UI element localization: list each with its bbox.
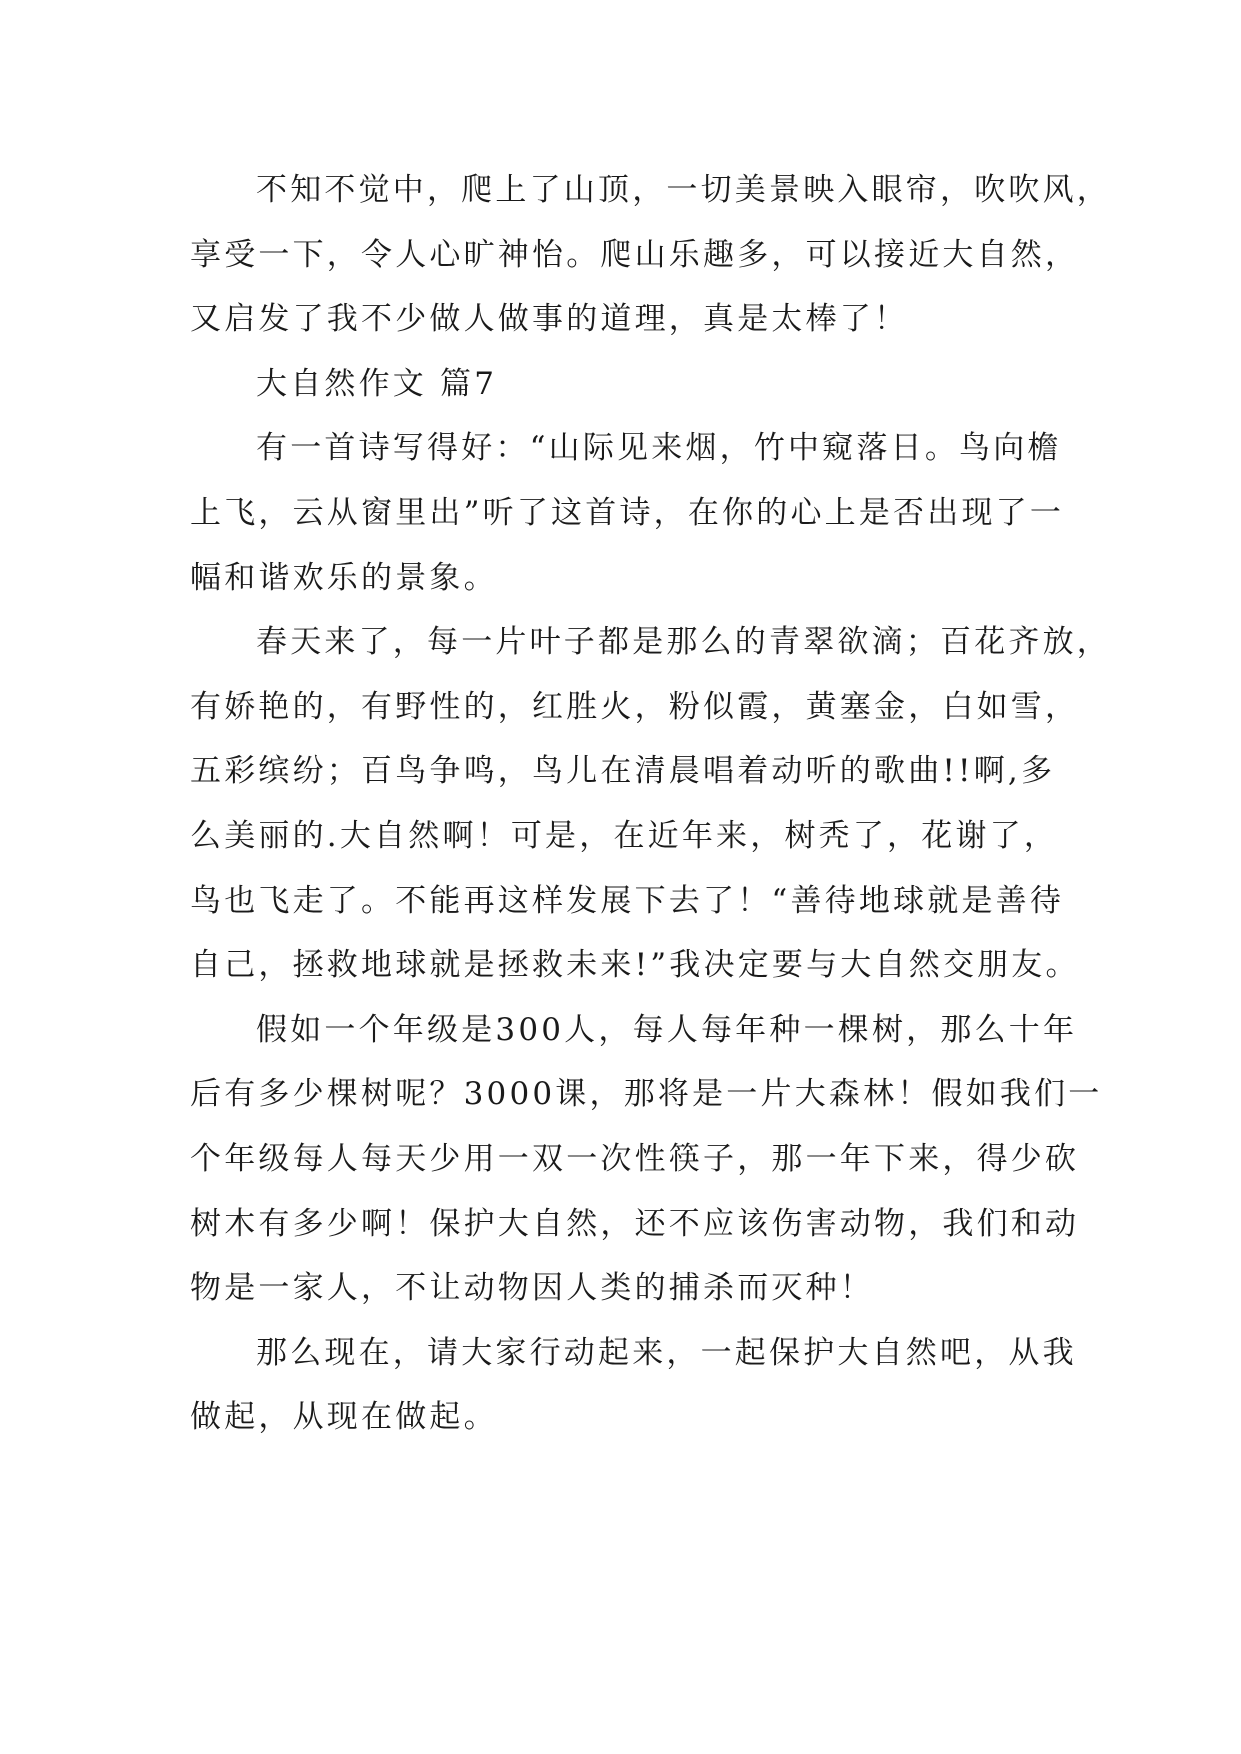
paragraph-line: 五彩缤纷；百鸟争鸣，鸟儿在清晨唱着动听的歌曲!!啊,多 [190, 753, 1056, 790]
paragraph-line: 不知不觉中，爬上了山顶，一切美景映入眼帘，吹吹风， [256, 172, 1111, 208]
paragraph-line: 物是一家人，不让动物因人类的捕杀而灭种！ [190, 1270, 874, 1307]
paragraph-line: 个年级每人每天少用一双一次性筷子，那一年下来，得少砍 [190, 1140, 1080, 1177]
paragraph-line: 又启发了我不少做人做事的道理，真是太棒了！ [190, 301, 909, 338]
paragraph-line: 假如一个年级是300人，每人每年种一棵树，那么十年 [256, 1011, 1078, 1048]
paragraph-line: 那么现在，请大家行动起来，一起保护大自然吧，从我 [256, 1334, 1077, 1371]
paragraph-line: 做起，从现在做起。 [190, 1399, 498, 1436]
paragraph-line: 有一首诗写得好：“山际见来烟，竹中窥落日。鸟向檐 [256, 430, 1062, 467]
paragraph-line: 后有多少棵树呢？3000课，那将是一片大森林！假如我们一 [190, 1076, 1103, 1113]
paragraph-line: 么美丽的.大自然啊！可是，在近年来，树秃了，花谢了， [190, 817, 1059, 854]
paragraph-line: 鸟也飞走了。不能再这样发展下去了！“善待地球就是善待 [190, 882, 1065, 919]
document-body [190, 158, 1111, 1450]
paragraph-line: 春天来了，每一片叶子都是那么的青翠欲滴；百花齐放， [256, 624, 1111, 661]
section-heading: 大自然作文 篇7 [256, 365, 498, 402]
paragraph-line: 幅和谐欢乐的景象。 [190, 559, 498, 596]
paragraph-line: 树木有多少啊！保护大自然，还不应该伤害动物，我们和动 [190, 1205, 1080, 1242]
paragraph-line: 上飞，云从窗里出”听了这首诗，在你的心上是否出现了一 [190, 494, 1065, 531]
paragraph-line: 享受一下，令人心旷神怡。爬山乐趣多，可以接近大自然， [190, 236, 1080, 273]
paragraph-line: 自己，拯救地球就是拯救未来!”我决定要与大自然交朋友。 [190, 947, 1080, 984]
paragraph-line: 有娇艳的，有野性的，红胜火，粉似霞，黄塞金，白如雪， [190, 688, 1080, 725]
